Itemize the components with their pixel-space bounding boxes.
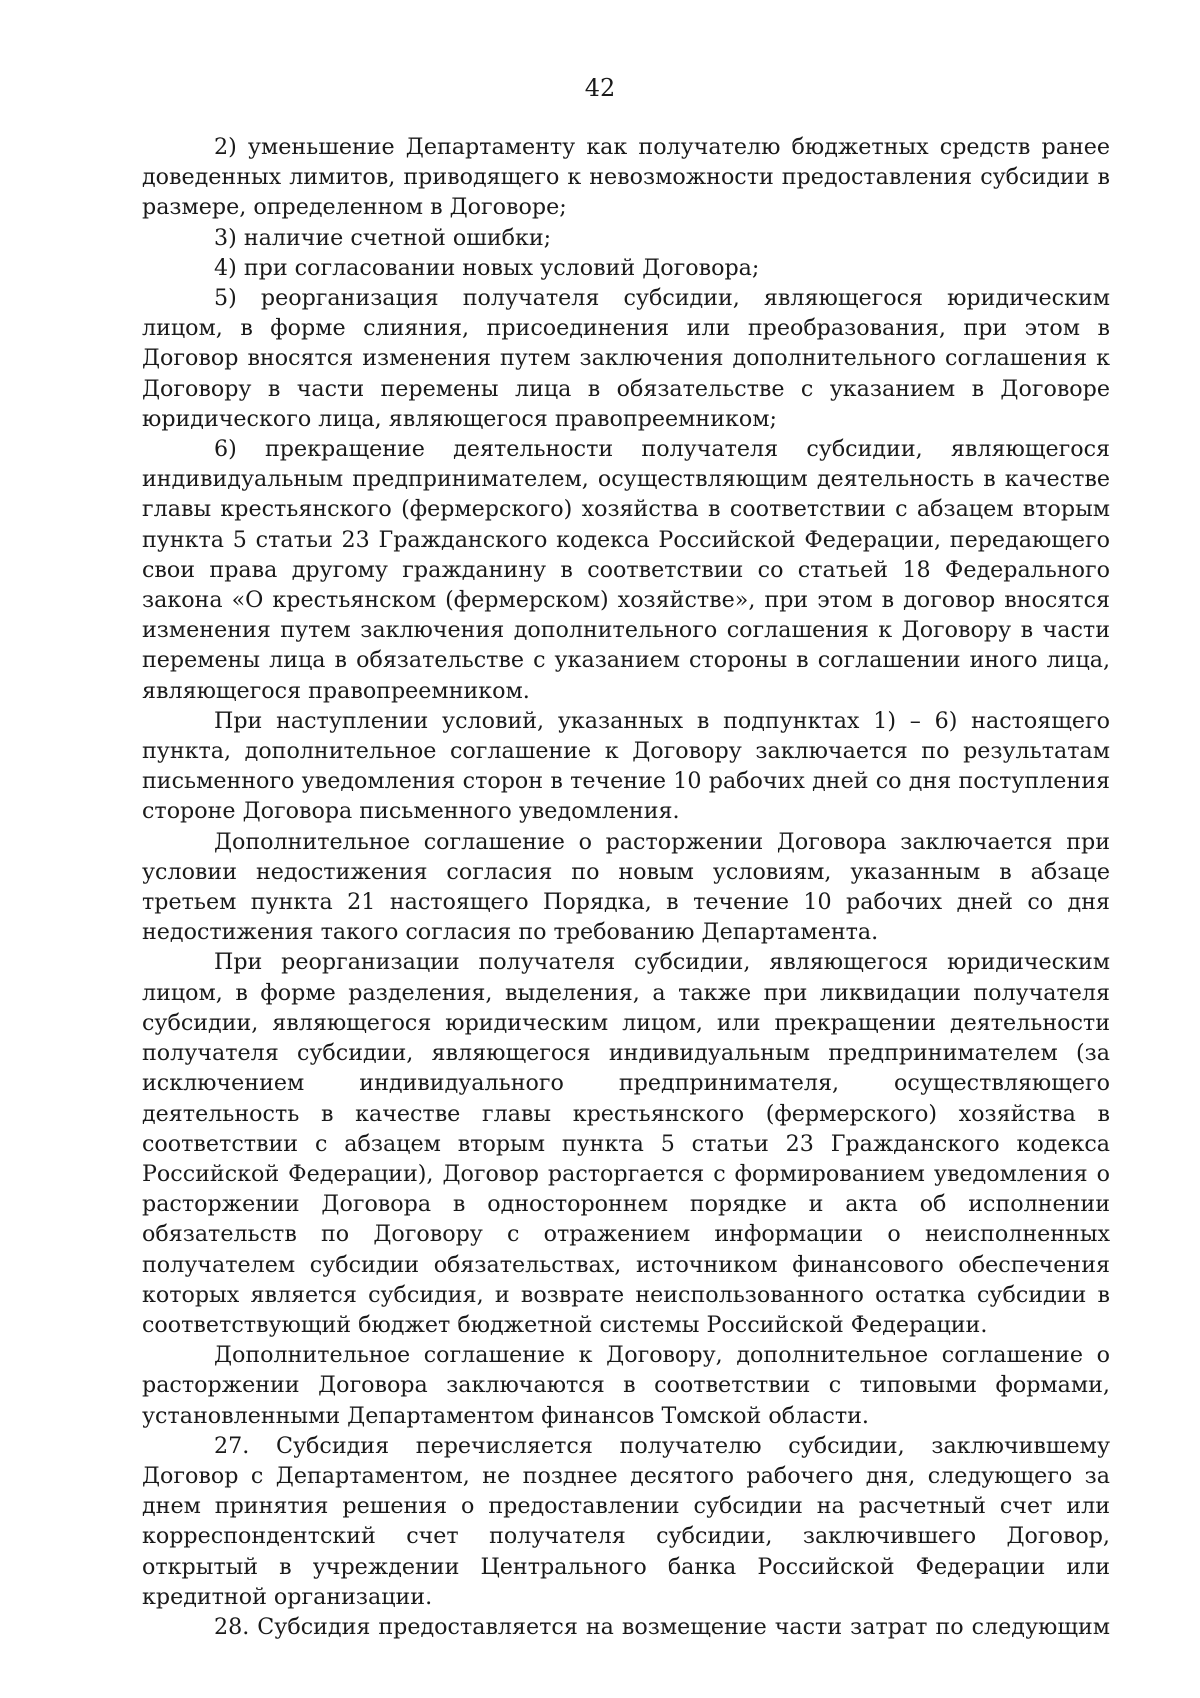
paragraph-item-6: 6) прекращение деятельности получателя субсидии, являющегося индивидуальным предпринимателем, осуществляющим деятельность в качестве главы крестьянского (фермерского) хозяйства в соответствии с абзацем вторым пункта 5 статьи 23 Гражданского кодекса Российской Федерации, передающего свои права другому гражданину в соответствии со статьей 18 Федерального закона «О крестьянском (фермерском) хозяйстве», при этом в договор вносятся изменения путем заключения дополнительного соглашения к Договору в части перемены лица в обязательстве с указанием стороны в соглашении иного лица, являющегося правопреемником. [142, 436, 1110, 704]
paragraph-reorganization: При реорганизации получателя субсидии, являющегося юридическим лицом, в форме разделения, выделения, а также при ликвидации получателя субсидии, являющегося юридическим лицом, или прекращении деятельности получателя субсидии, являющегося индивидуальным предпринимателем (за исключением индивидуального предпринимателя, осуществляющего деятельность в качестве главы крестьянского (фермерского) хозяйства в соответствии с абзацем вторым пункта 5 статьи 23 Гражданского кодекса Российской Федерации), Договор расторгается с формированием уведомления о расторжении Договора в одностороннем порядке и акта об исполнении обязательств по Договору с отражением информации о неисполненных получателем субсидии обязательствах, источником финансового обеспечения которых является субсидия, и возврате неиспользованного остатка субсидии в соответствующий бюджет бюджетной системы Российской Федерации. [142, 949, 1110, 1338]
paragraph-item-5: 5) реорганизация получателя субсидии, являющегося юридическим лицом, в форме слияния, присоединения или преобразования, при этом в Договор вносятся изменения путем заключения дополнительного соглашения к Договору в части перемены лица в обязательстве с указанием в Договоре юридического лица, являющегося правопреемником; [142, 285, 1110, 432]
paragraph-item-4: 4) при согласовании новых условий Договора; [214, 254, 760, 281]
paragraph-termination-agreement: Дополнительное соглашение о расторжении Договора заключается при условии недостижения согласия по новым условиям, указанным в абзаце третьем пункта 21 настоящего Порядка, в течение 10 рабочих дней со дня недостижения такого согласия по требованию Департамента. [142, 828, 1110, 946]
paragraph-standard-forms: Дополнительное соглашение к Договору, дополнительное соглашение о расторжении Договора заключаются в соответствии с типовыми формами, установленными Департаментом финансов Томской области. [142, 1342, 1110, 1429]
paragraph-conditions-notice: При наступлении условий, указанных в подпунктах 1) – 6) настоящего пункта, дополнительное соглашение к Договору заключается по результатам письменного уведомления сторон в течение 10 рабочих дней со дня поступления стороне Договора письменного уведомления. [142, 707, 1110, 825]
paragraph-clause-27: 27. Субсидия перечисляется получателю субсидии, заключившему Договор с Департаментом, не позднее десятого рабочего дня, следующего за днем принятия решения о предоставлении субсидии на расчетный счет или корреспондентский счет получателя субсидии, заключившего Договор, открытый в учреждении Центрального банка Российской Федерации или кредитной организации. [142, 1432, 1110, 1610]
document-body [142, 132, 1110, 1642]
paragraph-clause-28: 28. Субсидия предоставляется на возмещение части затрат по следующим [214, 1613, 1110, 1640]
paragraph-item-2: 2) уменьшение Департаменту как получателю бюджетных средств ранее доведенных лимитов, приводящего к невозможности предоставления субсидии в размере, определенном в Договоре; [142, 134, 1110, 221]
paragraph-item-3: 3) наличие счетной ошибки; [214, 224, 552, 251]
page-number: 42 [584, 74, 616, 102]
